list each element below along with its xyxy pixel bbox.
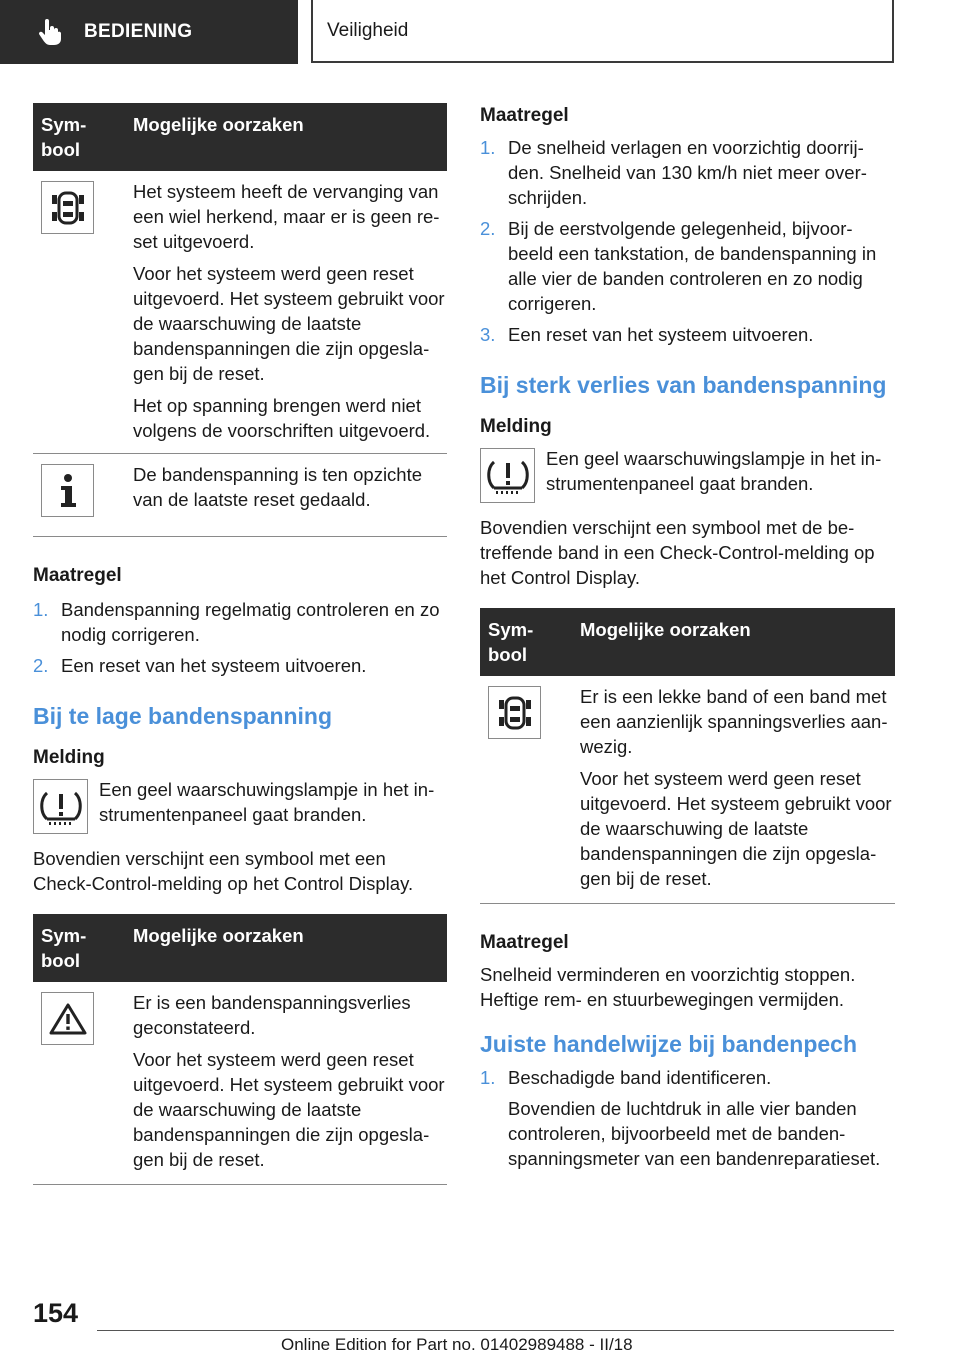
table-row: [33, 454, 447, 537]
page-number: 154: [33, 1298, 79, 1328]
section-heading: Bij sterk verlies van bandenspanning: [480, 372, 887, 398]
table-row: [33, 982, 447, 1185]
table-header-symbol: Sym‐ bool: [33, 103, 125, 171]
cause-text: Er is een bandenspanningsverlies geconstateerd.: [133, 992, 411, 1038]
list-item: 1. Beschadigde band identificeren. Bovendien de luchtdruk in alle vier banden controleren, bijvoorbeeld met de banden‐ spanningsmeter van een bandenreparatieset.: [480, 1067, 881, 1169]
cause-text: Er is een lekke band of een band met een aanzienlijk spanningsverlies aan‐ wezig.: [580, 686, 888, 757]
footer-divider: [97, 1330, 894, 1331]
car-tyre-status-icon: [41, 181, 94, 234]
hand-pointer-icon: [38, 19, 62, 45]
maatregel-title: Maatregel: [480, 932, 569, 953]
section-heading: Juiste handelwijze bij bandenpech: [480, 1031, 858, 1057]
maatregel-steps: [480, 135, 895, 347]
table-header-causes: Mogelijke oorzaken: [125, 103, 447, 171]
list-item: 2. Een reset van het systeem uitvoeren.: [33, 655, 367, 676]
warning-triangle-icon: [41, 992, 94, 1045]
list-item: 2. Bij de eerstvolgende gelegenheid, bijvoor‐ beeld een tankstation, de bandenspanning in alle vier de banden controleren en zo nodig corrigeren.: [480, 218, 877, 314]
maatregel-title: Maatregel: [33, 565, 122, 586]
melding-title: Melding: [480, 416, 552, 437]
footer-edition: Online Edition for Part no. 01402989488 - II/18: [281, 1335, 633, 1354]
cause-text: Het systeem heeft de vervanging van een wiel herkend, maar er is geen re‐ set uitgevoerd.: [133, 181, 440, 252]
maatregel-title: Maatregel: [480, 105, 569, 126]
melding-text: Een geel waarschuwingslampje in het in‐ strumentenpaneel gaat branden.: [99, 779, 435, 825]
list-item: 1. Bandenspanning regelmatig controleren en zo nodig corrigeren.: [33, 599, 440, 645]
table-header-causes: Mogelijke oorzaken: [125, 914, 447, 982]
table-row: [33, 171, 447, 454]
body-text: Snelheid verminderen en voorzichtig stoppen. Heftige rem- en stuurbewegingen vermijden.: [480, 964, 856, 1010]
list-item: 1. De snelheid verlagen en voorzichtig doorrij‐ den. Snelheid van 130 km/h niet meer over‐ schrijden.: [480, 137, 867, 208]
cause-text: Het op spanning brengen werd niet volgens de voorschriften uitgevoerd.: [133, 395, 431, 441]
table-header-symbol: Sym‐ bool: [480, 608, 572, 676]
cause-text: Voor het systeem werd geen reset uitgevoerd. Het systeem gebruikt voor de waarschuwing de laatste bandenspanningen die zijn opgesla‐ gen bij de reset.: [133, 1049, 445, 1170]
melding-block: [33, 777, 447, 834]
tyre-pressure-warning-icon: [480, 448, 535, 503]
header-section-tab: [0, 0, 298, 64]
cause-text: Voor het systeem werd geen reset uitgevoerd. Het systeem gebruikt voor de waarschuwing de laatste bandenspanningen die zijn opgesla‐ gen bij de reset.: [580, 768, 892, 889]
right-column: [480, 103, 895, 1183]
melding-block: [480, 446, 895, 503]
tyre-pressure-warning-icon: [33, 779, 88, 834]
car-tyre-status-icon: [488, 686, 541, 739]
melding-title: Melding: [33, 747, 105, 768]
bandenpech-steps: [480, 1065, 895, 1177]
melding-text: Een geel waarschuwingslampje in het in‐ strumentenpaneel gaat branden.: [546, 448, 882, 494]
header-chapter-title: Veiligheid: [327, 19, 409, 41]
table-header-symbol: Sym‐ bool: [33, 914, 125, 982]
maatregel-steps: [33, 597, 447, 678]
header-section-title: BEDIENING: [84, 21, 193, 42]
table-header-causes: Mogelijke oorzaken: [572, 608, 895, 676]
body-text: Bovendien verschijnt een symbool met de be‐ treffende band in een Check-Control-melding op het Control Display.: [480, 517, 875, 588]
cause-text: De bandenspanning is ten opzichte van de laatste reset gedaald.: [133, 464, 423, 510]
header-chapter: [311, 0, 894, 63]
list-item: 3. Een reset van het systeem uitvoeren.: [480, 324, 814, 345]
body-text: Bovendien verschijnt een symbool met een Check-Control-melding op het Control Display.: [33, 848, 414, 894]
symbol-table-1: [33, 103, 447, 537]
symbol-table-3: [480, 608, 895, 904]
table-row: [480, 676, 895, 904]
left-column: [33, 103, 447, 1185]
symbol-table-2: [33, 914, 447, 1185]
section-heading: Bij te lage bandenspanning: [33, 703, 333, 729]
cause-text: Voor het systeem werd geen reset uitgevoerd. Het systeem gebruikt voor de waarschuwing de laatste bandenspanningen die zijn opgesla‐ gen bij de reset.: [133, 263, 445, 384]
info-icon: [41, 464, 94, 517]
